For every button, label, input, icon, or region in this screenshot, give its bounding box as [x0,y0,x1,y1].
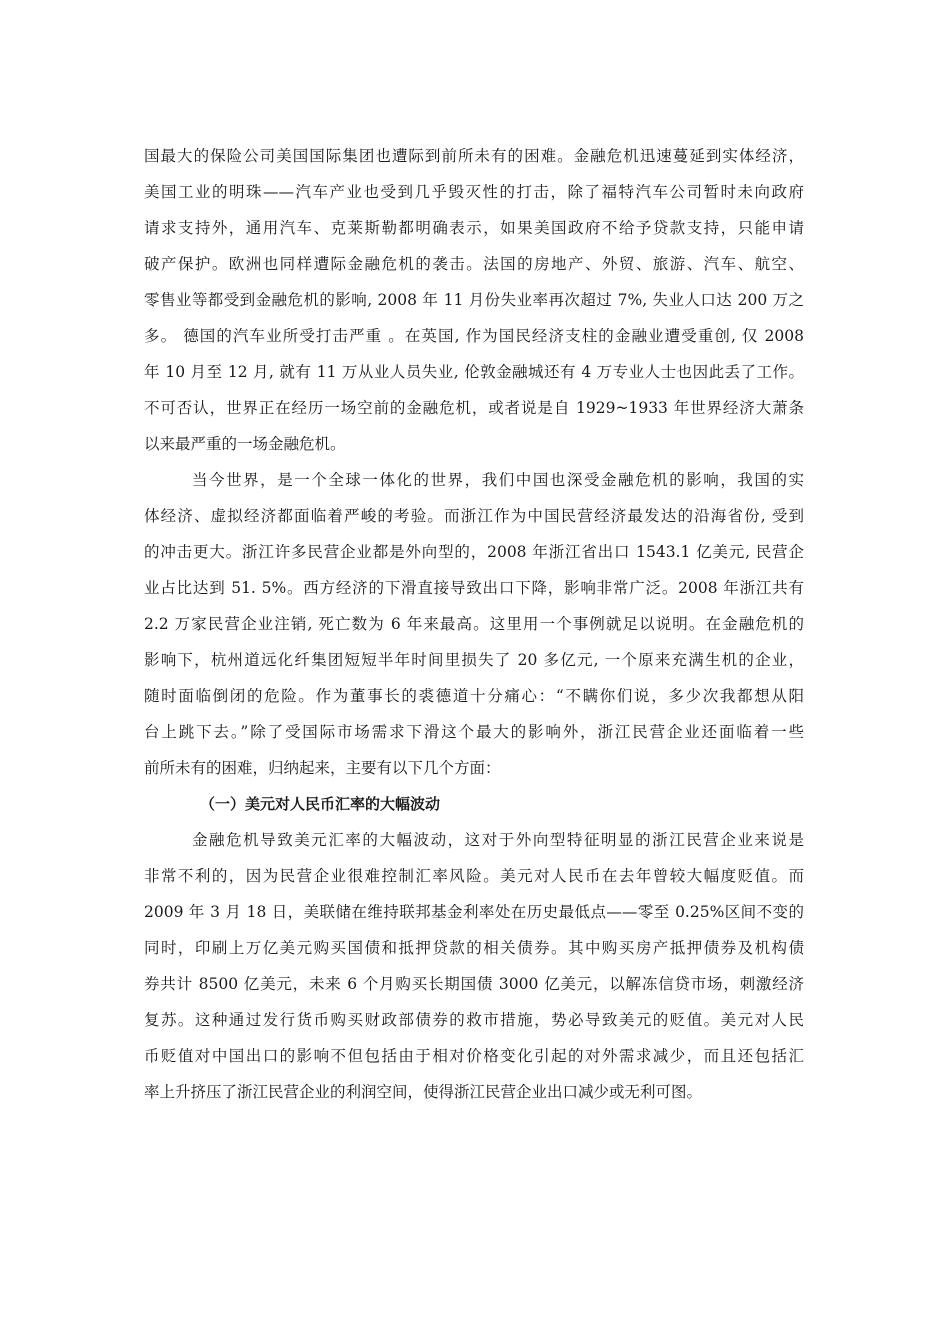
document-body [144,138,804,1110]
text-line: 币贬值对中国出口的影响不但包括由于相对价格变化引起的对外需求减少，而且还包括汇 [144,1047,804,1065]
paragraph-1 [144,138,804,462]
text-line: 零售业等都受到金融危机的影响, 2008 年 11 月份失业率再次超过 7%, 失业人口达 200 万之 [144,291,804,309]
text-line: 2009 年 3 月 18 日，美联储在维持联邦基金利率处在历史最低点——零至 0.25%区间不变的 [144,903,804,921]
paragraph-2 [144,462,804,786]
text-line: 随时面临倒闭的危险。作为董事长的裘德道十分痛心：“不瞒你们说，多少次我都想从阳 [144,687,804,705]
text-line: 2.2 万家民营企业注销, 死亡数为 6 年来最高。这里用一个事例就足以说明。在金融危机的 [144,615,804,633]
text-line: 业占比达到 51. 5%。西方经济的下滑直接导致出口下降，影响非常广泛。2008 年浙江共有 [144,579,804,597]
text-line: 不可否认，世界正在经历一场空前的金融危机，或者说是自 1929~1933 年世界经济大萧条 [144,399,804,417]
text-line: 率上升挤压了浙江民营企业的利润空间，使得浙江民营企业出口减少或无利可图。 [144,1083,703,1101]
text-line: 的冲击更大。浙江许多民营企业都是外向型的，2008 年浙江省出口 1543.1 亿美元, 民营企 [144,543,804,561]
text-line: 请求支持外，通用汽车、克莱斯勒都明确表示，如果美国政府不给予贷款支持，只能申请 [144,219,804,237]
paragraph-3 [144,822,804,1110]
text-line: 券共计 8500 亿美元，未来 6 个月购买长期国债 3000 亿美元，以解冻信贷市场，刺激经济 [144,975,804,993]
text-line: 国最大的保险公司美国国际集团也遭际到前所未有的困难。金融危机迅速蔓延到实体经济， [144,147,804,165]
text-line: 台上跳下去。”除了受国际市场需求下滑这个最大的影响外，浙江民营企业还面临着一些 [144,723,804,741]
text-line: 非常不利的，因为民营企业很难控制汇率风险。美元对人民币在去年曾较大幅度贬值。而 [144,867,804,885]
text-line: 破产保护。欧洲也同样遭际金融危机的袭击。法国的房地产、外贸、旅游、汽车、航空、 [144,255,804,273]
text-line: 以来最严重的一场金融危机。 [144,435,346,453]
text-line: 前所未有的困难，归纳起来，主要有以下几个方面： [144,759,501,777]
section-heading: （一）美元对人民币汇率的大幅波动 [200,795,441,813]
text-line: 金融危机导致美元汇率的大幅波动，这对于外向型特征明显的浙江民营企业来说是 [192,831,804,849]
text-line: 同时，印刷上万亿美元购买国债和抵押贷款的相关债券。其中购买房产抵押债券及机构债 [144,939,804,957]
text-line: 影响下，杭州道远化纤集团短短半年时间里损失了 20 多亿元, 一个原来充满生机的企业， [144,651,804,669]
text-line: 年 10 月至 12 月, 就有 11 万从业人员失业, 伦敦金融城还有 4 万专业人士也因此丢了工作。 [144,363,804,381]
text-line: 体经济、虚拟经济都面临着严峻的考验。而浙江作为中国民营经济最发达的沿海省份, 受到 [144,507,804,525]
text-line: 美国工业的明珠——汽车产业也受到几乎毁灭性的打击，除了福特汽车公司暂时未向政府 [144,183,804,201]
text-line: 多。 德国的汽车业所受打击严重 。在英国, 作为国民经济支柱的金融业遭受重创, 仅 2008 [144,327,804,345]
text-line: 复苏。这种通过发行货币购买财政部债券的救市措施，势必导致美元的贬值。美元对人民 [144,1011,804,1029]
text-line: 当今世界，是一个全球一体化的世界，我们中国也深受金融危机的影响，我国的实 [192,471,804,489]
